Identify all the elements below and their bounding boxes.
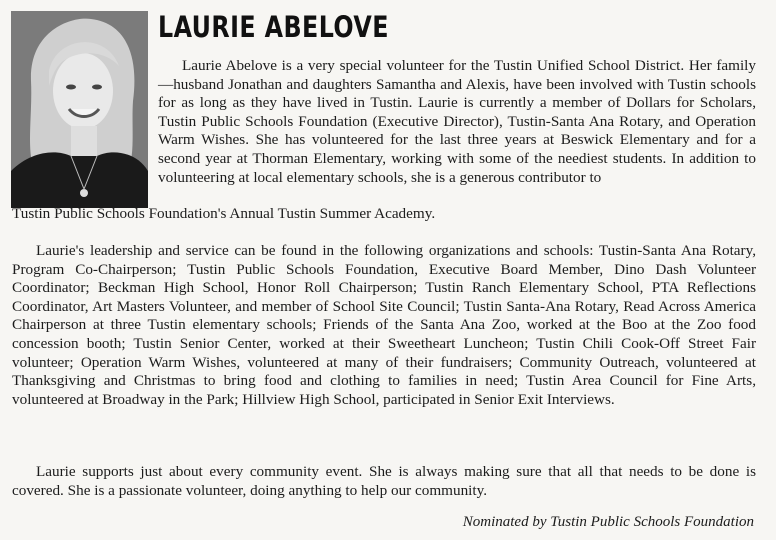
closing-paragraph: Laurie supports just about every community event. She is always making sure that all that needs to be done is covered. She is a passionate volunteer, doing anything to help our community.: [12, 463, 756, 499]
intro-paragraph-end: Tustin Public Schools Foundation's Annual Tustin Summer Academy.: [12, 205, 436, 222]
intro-paragraph: Laurie Abelove is a very special volunteer for the Tustin Unified School District. Her family—husband Jonathan and daughters Samantha and Alexis, have been involved with Tustin schools for as long as they have lived in Tustin. Laurie is currently a member of Dollars for Scholars, Tustin Public Schools Foundation (Executive Director), Tustin-Santa Ana Rotary, and Operation Warm Wishes. She has volunteered for the last three years at Beswick Elementary and for a second year at Thorman Elementary, working with some of the neediest students. In addition to volunteering at local elementary schools, she is a generous contributor to: [158, 57, 756, 186]
portrait-photo: [11, 11, 148, 208]
leadership-paragraph: Laurie's leadership and service can be found in the following organizations and schools: Tustin-Santa Ana Rotary, Program Co-Chairperson; Tustin Public Schools Foundation, Executive Board Member, Dino Dash Volunteer Coordinator; Beckman High School, Honor Roll Chairperson; Tustin Ranch Elementary School, PTA Reflections Coordinator, Art Masters Volunteer, and member of School Site Council; Tustin Santa-Ana Rotary, Read Across America Chairperson at three Tustin elementary schools; Friends of the Santa Ana Zoo, worked at the Boo at the Zoo food concession booth; Tustin Senior Center, worked at their Sweetheart Luncheon; Tustin Chili Cook-Off Street Fair volunteer; Operation Warm Wishes, volunteered at many of their fundraisers; Community Outreach, volunteered at Thanksgiving and Christmas to bring food and clothing to families in need; Tustin Area Council for Fine Arts, volunteered at Broadway in the Park; Hillview High School, participated in Senior Exit Interviews.: [12, 242, 756, 408]
page-title: LAURIE ABELOVE: [158, 10, 389, 44]
nomination-credit: Nominated by Tustin Public Schools Foundation: [462, 514, 754, 530]
